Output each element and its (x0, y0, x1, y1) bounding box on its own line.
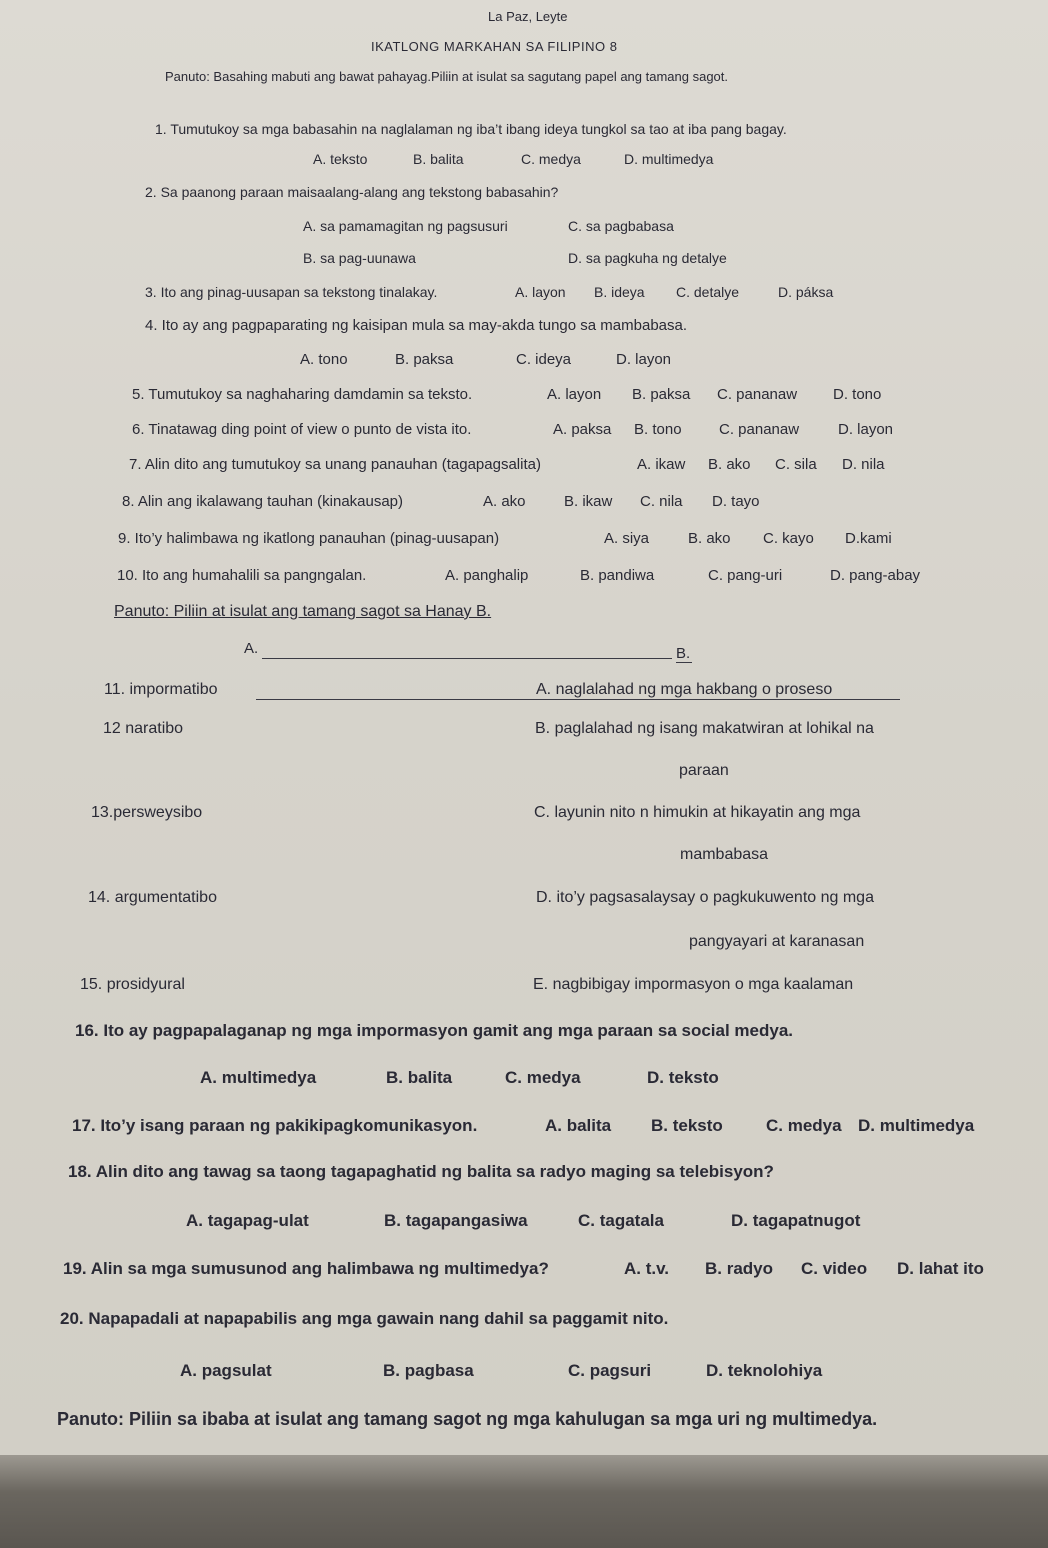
column-a-header: A. (244, 640, 259, 657)
question-17: 17. Ito’y isang paraan ng pakikipagkomunikasyon. (72, 1116, 478, 1135)
q19-option-d: D. lahat ito (897, 1259, 984, 1278)
question-9: 9. Ito’y halimbawa ng ikatlong panauhan (pinag-uusapan) (118, 530, 500, 547)
match-choice-c-cont: mambabasa (680, 846, 769, 863)
q20-option-b: B. pagbasa (383, 1361, 474, 1380)
question-1: 1. Tumutukoy sa mga babasahin na naglalaman ng iba’t ibang ideya tungkol sa tao at iba pang bagay. (155, 121, 787, 137)
q10-option-b: B. pandiwa (580, 567, 655, 584)
answer-line-11 (256, 699, 536, 700)
q8-option-a: A. ako (483, 493, 526, 510)
q9-option-a: A. siya (604, 530, 650, 547)
q20-option-c: C. pagsuri (568, 1361, 652, 1380)
q17-option-c: C. medya (766, 1116, 842, 1135)
q16-option-d: D. teksto (647, 1068, 719, 1087)
match-item-15: 15. prosidyural (80, 976, 185, 993)
q8-option-b: B. ikaw (564, 493, 613, 510)
match-choice-a: A. naglalahad ng mga hakbang o proseso (536, 681, 833, 698)
q5-option-a: A. layon (547, 386, 602, 403)
question-7: 7. Alin dito ang tumutukoy sa unang panauhan (tagapagsalita) (129, 456, 541, 473)
q6-option-d: D. layon (838, 421, 894, 438)
column-b-header: B. (676, 645, 691, 662)
q20-option-d: D. teknolohiya (706, 1361, 823, 1380)
q17-option-d: D. multimedya (858, 1116, 975, 1135)
table-surface (0, 1455, 1048, 1548)
question-5: 5. Tumutukoy sa naghaharing damdamin sa teksto. (132, 386, 473, 403)
q10-option-c: C. pang-uri (708, 567, 783, 584)
q17-option-a: A. balita (545, 1116, 612, 1135)
q8-option-c: C. nila (640, 493, 683, 510)
match-item-12: 12 naratibo (103, 720, 184, 737)
match-choice-e: E. nagbibigay impormasyon o mga kaalaman (533, 976, 854, 993)
match-choice-d-cont: pangyayari at karanasan (689, 933, 865, 950)
q5-option-b: B. paksa (632, 386, 691, 403)
school-location: La Paz, Leyte (488, 9, 568, 24)
q6-option-c: C. pananaw (719, 421, 800, 438)
header-underline (262, 658, 672, 659)
q9-option-b: B. ako (688, 530, 731, 547)
q16-option-c: C. medya (505, 1068, 581, 1087)
q9-option-d: D.kami (845, 530, 892, 547)
match-choice-b: B. paglalahad ng isang makatwiran at lohikal na (535, 720, 874, 737)
question-8: 8. Alin ang ikalawang tauhan (kinakausap) (122, 493, 404, 510)
question-4: 4. Ito ay ang pagpaparating ng kaisipan mula sa may-akda tungo sa mambabasa. (145, 317, 688, 334)
question-19: 19. Alin sa mga sumusunod ang halimbawa ng multimedya? (63, 1259, 549, 1278)
q3-option-d: D. páksa (778, 284, 834, 300)
match-choice-c: C. layunin nito n himukin at hikayatin ang mga (534, 804, 861, 821)
question-10: 10. Ito ang humahalili sa pangngalan. (117, 567, 367, 584)
q18-option-a: A. tagapag-ulat (186, 1211, 309, 1230)
q19-option-a: A. t.v. (624, 1259, 670, 1278)
column-b-underline (676, 662, 692, 663)
match-choice-d: D. ito’y pagsasalaysay o pagkukuwento ng mga (536, 889, 874, 906)
q4-option-b: B. paksa (395, 351, 454, 368)
q7-option-c: C. sila (775, 456, 817, 473)
question-2: 2. Sa paanong paraan maisaalang-alang ang tekstong babasahin? (145, 184, 559, 200)
q19-option-c: C. video (801, 1259, 868, 1278)
q2-option-d: D. sa pagkuha ng detalye (568, 250, 727, 266)
q16-option-a: A. multimedya (200, 1068, 317, 1087)
q4-option-d: D. layon (616, 351, 672, 368)
q8-option-d: D. tayo (712, 493, 760, 510)
question-20: 20. Napapadali at napapabilis ang mga gawain nang dahil sa paggamit nito. (60, 1309, 669, 1328)
q3-option-c: C. detalye (676, 284, 740, 300)
match-item-11: 11. impormatibo (104, 681, 218, 698)
q6-option-a: A. paksa (553, 421, 612, 438)
q5-option-c: C. pananaw (717, 386, 798, 403)
q1-option-c: C. medya (521, 151, 581, 167)
q9-option-c: C. kayo (763, 530, 814, 547)
instruction-3: Panuto: Piliin sa ibaba at isulat ang tamang sagot ng mga kahulugan sa mga uri ng multimedya. (57, 1409, 878, 1429)
q1-option-d: D. multimedya (624, 151, 714, 167)
match-choice-b-cont: paraan (679, 762, 729, 779)
question-6: 6. Tinatawag ding point of view o punto de vista ito. (132, 421, 472, 438)
question-16: 16. Ito ay pagpapalaganap ng mga impormasyon gamit ang mga paraan sa social medya. (75, 1021, 794, 1040)
q3-option-b: B. ideya (594, 284, 645, 300)
q2-option-b: B. sa pag-uunawa (303, 250, 416, 266)
choice-a-underline (536, 699, 900, 700)
match-item-13: 13.persweysibo (91, 804, 203, 821)
instruction-2: Panuto: Piliin at isulat ang tamang sagot sa Hanay B. (114, 603, 492, 620)
q1-option-b: B. balita (413, 151, 464, 167)
q1-option-a: A. teksto (313, 151, 368, 167)
q10-option-d: D. pang-abay (830, 567, 921, 584)
q20-option-a: A. pagsulat (180, 1361, 272, 1380)
q6-option-b: B. tono (634, 421, 682, 438)
q18-option-b: B. tagapangasiwa (384, 1211, 528, 1230)
q3-option-a: A. layon (515, 284, 566, 300)
q18-option-d: D. tagapatnugot (731, 1211, 861, 1230)
question-18: 18. Alin dito ang tawag sa taong tagapaghatid ng balita sa radyo maging sa telebisyon? (68, 1162, 774, 1181)
question-3: 3. Ito ang pinag-uusapan sa tekstong tinalakay. (145, 284, 438, 300)
q7-option-d: D. nila (842, 456, 885, 473)
q4-option-c: C. ideya (516, 351, 572, 368)
match-item-14: 14. argumentatibo (88, 889, 217, 906)
exam-title: IKATLONG MARKAHAN SA FILIPINO 8 (371, 39, 618, 54)
q17-option-b: B. teksto (651, 1116, 723, 1135)
q2-option-c: C. sa pagbabasa (568, 218, 674, 234)
q16-option-b: B. balita (386, 1068, 453, 1087)
q5-option-d: D. tono (833, 386, 882, 403)
q10-option-a: A. panghalip (445, 567, 529, 584)
q7-option-a: A. ikaw (637, 456, 686, 473)
q7-option-b: B. ako (708, 456, 751, 473)
q2-option-a: A. sa pamamagitan ng pagsusuri (303, 218, 508, 234)
instruction-1: Panuto: Basahing mabuti ang bawat pahayag.Piliin at isulat sa sagutang papel ang tamang sagot. (165, 69, 729, 84)
q18-option-c: C. tagatala (578, 1211, 664, 1230)
q19-option-b: B. radyo (705, 1259, 774, 1278)
q4-option-a: A. tono (300, 351, 348, 368)
